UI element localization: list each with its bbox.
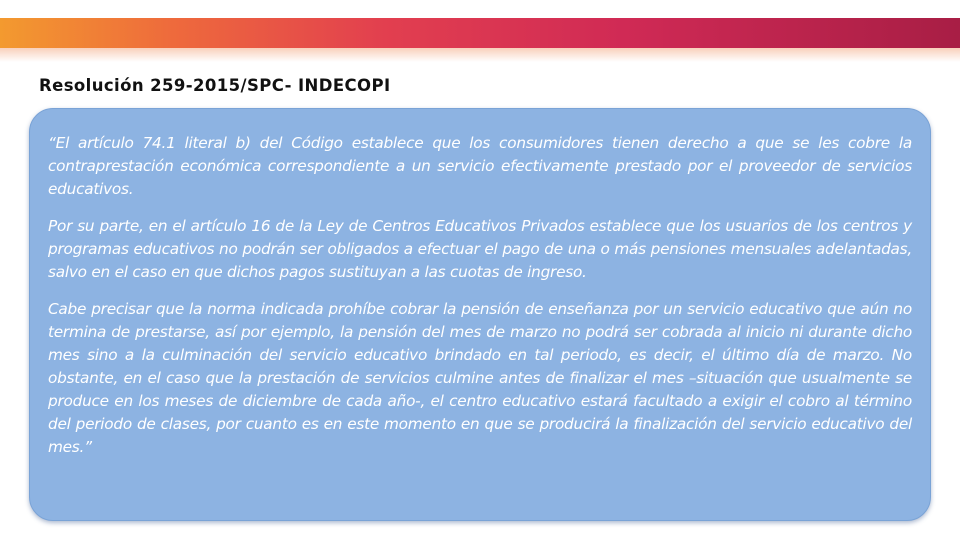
header-gradient-band <box>0 18 960 48</box>
quote-paragraph-2: Por su parte, en el artículo 16 de la Ley de Centros Educativos Privados establece que los usuarios de los centros y programas educativos no podrán ser obligados a efectuar el pago de una o más pensiones mensuales adelantadas, salvo en el caso en que dichos pagos sustituyan a las cuotas de ingreso. <box>48 217 912 281</box>
quote-paragraph-3: Cabe precisar que la norma indicada prohíbe cobrar la pensión de enseñanza por un servicio educativo que aún no termina de prestarse, así por ejemplo, la pensión del mes de marzo no podrá ser cobrada al inicio ni durante dicho mes sino a la culminación del servicio educativo brindado en tal periodo, es decir, el último día de marzo. No obstante, en el caso que la prestación de servicios culmine antes de finalizar el mes –situación que usualmente se produce en los meses de diciembre de cada año-, el centro educativo estará facultado a exigir el cobro al término del periodo de clases, por cuanto es en este momento en que se producirá la finalización del servicio educativo del mes.” <box>48 300 912 456</box>
quote-paragraph-1: “El artículo 74.1 literal b) del Código establece que los consumidores tienen derecho a que se les cobre la contraprestación económica correspondiente a un servicio efectivamente prestado por el proveedor de servicios educativos. <box>48 134 912 198</box>
slide-title: Resolución 259-2015/SPC- INDECOPI <box>39 76 391 95</box>
header-band-shadow <box>0 48 960 62</box>
quote-box <box>29 108 931 521</box>
